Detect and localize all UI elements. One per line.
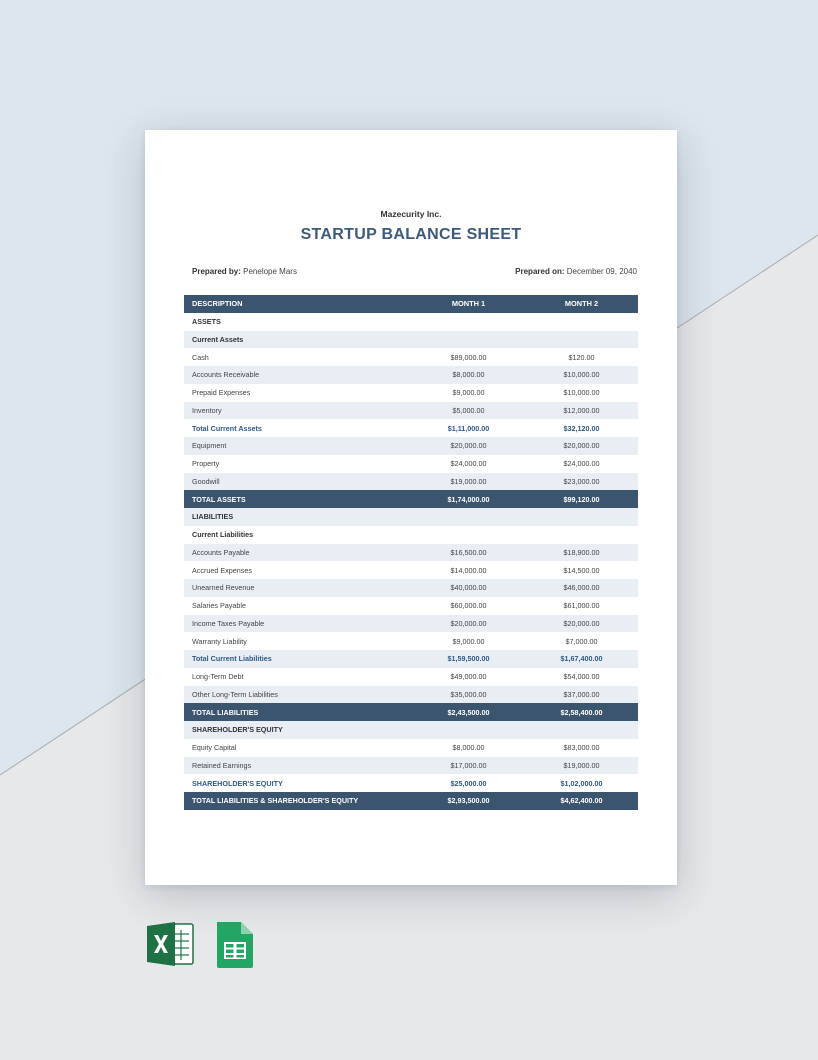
table-total-row <box>184 490 638 508</box>
row-description: Warranty Liability <box>184 632 412 650</box>
row-month-2: $4,62,400.00 <box>525 792 638 810</box>
row-month-1: $35,000.00 <box>412 686 525 704</box>
row-month-2: $120.00 <box>525 348 638 366</box>
prepared-on-value: December 09, 2040 <box>566 267 637 276</box>
table-subsection-row <box>184 526 638 544</box>
row-month-1: $17,000.00 <box>412 757 525 775</box>
row-description: Cash <box>184 348 412 366</box>
table-row <box>184 473 638 491</box>
document-title: STARTUP BALANCE SHEET <box>300 226 522 243</box>
row-month-2 <box>525 526 638 544</box>
row-month-2: $1,02,000.00 <box>525 774 638 792</box>
header-description: DESCRIPTION <box>184 295 412 313</box>
row-month-2: $10,000.00 <box>525 384 638 402</box>
row-month-1: $2,43,500.00 <box>412 703 525 721</box>
row-month-2: $23,000.00 <box>525 473 638 491</box>
table-subtotal-row <box>184 650 638 668</box>
row-month-2: $46,000.00 <box>525 579 638 597</box>
row-month-1: $25,000.00 <box>412 774 525 792</box>
row-month-1: $16,500.00 <box>412 544 525 562</box>
row-description: Total Current Liabilities <box>184 650 412 668</box>
row-description: SHAREHOLDER'S EQUITY <box>184 774 412 792</box>
table-total-row <box>184 792 638 810</box>
row-description: LIABILITIES <box>184 508 412 526</box>
row-month-1: $40,000.00 <box>412 579 525 597</box>
row-month-2 <box>525 721 638 739</box>
row-month-2: $83,000.00 <box>525 739 638 757</box>
row-month-1: $8,000.00 <box>412 366 525 384</box>
table-row <box>184 739 638 757</box>
row-month-2 <box>525 331 638 349</box>
row-description: Property <box>184 455 412 473</box>
row-description: ASSETS <box>184 313 412 331</box>
table-row <box>184 455 638 473</box>
table-row <box>184 348 638 366</box>
row-month-1: $5,000.00 <box>412 402 525 420</box>
row-month-1: $1,11,000.00 <box>412 419 525 437</box>
table-row <box>184 437 638 455</box>
row-month-1: $14,000.00 <box>412 561 525 579</box>
table-row <box>184 757 638 775</box>
row-month-1 <box>412 508 525 526</box>
row-month-1 <box>412 721 525 739</box>
table-row <box>184 597 638 615</box>
row-description: Equipment <box>184 437 412 455</box>
row-description: Current Assets <box>184 331 412 349</box>
table-row <box>184 632 638 650</box>
row-month-2: $10,000.00 <box>525 366 638 384</box>
row-month-2 <box>525 313 638 331</box>
balance-sheet-table <box>184 295 638 810</box>
prepared-on <box>515 267 637 276</box>
row-month-2: $54,000.00 <box>525 668 638 686</box>
table-subtotal-row <box>184 774 638 792</box>
app-icons <box>145 920 265 970</box>
row-month-1: $1,74,000.00 <box>412 490 525 508</box>
row-month-2: $20,000.00 <box>525 437 638 455</box>
table-subsection-row <box>184 331 638 349</box>
table-row <box>184 579 638 597</box>
table-row <box>184 384 638 402</box>
row-month-1: $19,000.00 <box>412 473 525 491</box>
table-section-row <box>184 721 638 739</box>
table-section-row <box>184 508 638 526</box>
row-month-2: $20,000.00 <box>525 615 638 633</box>
row-description: Total Current Assets <box>184 419 412 437</box>
row-month-1: $9,000.00 <box>412 632 525 650</box>
row-month-1 <box>412 331 525 349</box>
row-description: TOTAL ASSETS <box>184 490 412 508</box>
row-month-1: $49,000.00 <box>412 668 525 686</box>
table-row <box>184 402 638 420</box>
row-description: Salaries Payable <box>184 597 412 615</box>
row-month-2 <box>525 508 638 526</box>
row-description: Accrued Expenses <box>184 561 412 579</box>
table-section-row <box>184 313 638 331</box>
row-description: Other Long-Term Liabilities <box>184 686 412 704</box>
row-month-2: $18,900.00 <box>525 544 638 562</box>
row-month-1 <box>412 526 525 544</box>
row-description: Equity Capital <box>184 739 412 757</box>
row-month-2: $37,000.00 <box>525 686 638 704</box>
row-month-2: $24,000.00 <box>525 455 638 473</box>
row-month-2: $61,000.00 <box>525 597 638 615</box>
excel-icon <box>145 920 197 968</box>
row-month-2: $12,000.00 <box>525 402 638 420</box>
row-description: Accounts Payable <box>184 544 412 562</box>
row-month-1: $2,93,500.00 <box>412 792 525 810</box>
company-name: Mazecurity Inc. <box>380 209 442 219</box>
row-description: TOTAL LIABILITIES & SHAREHOLDER'S EQUITY <box>184 792 412 810</box>
row-month-1: $89,000.00 <box>412 348 525 366</box>
row-description: TOTAL LIABILITIES <box>184 703 412 721</box>
table-row <box>184 686 638 704</box>
table-row <box>184 544 638 562</box>
table-total-row <box>184 703 638 721</box>
row-description: Inventory <box>184 402 412 420</box>
row-month-2: $14,500.00 <box>525 561 638 579</box>
table-row <box>184 366 638 384</box>
row-month-1: $60,000.00 <box>412 597 525 615</box>
prepared-by-label: Prepared by: <box>192 267 241 276</box>
row-month-2: $7,000.00 <box>525 632 638 650</box>
google-sheets-icon <box>215 920 255 970</box>
row-month-2: $32,120.00 <box>525 419 638 437</box>
balance-sheet-document <box>145 130 677 885</box>
header-month-1: MONTH 1 <box>412 295 525 313</box>
row-description: Long-Term Debt <box>184 668 412 686</box>
header-month-2: MONTH 2 <box>525 295 638 313</box>
prepared-by <box>192 267 297 276</box>
row-month-2: $2,58,400.00 <box>525 703 638 721</box>
row-description: Retained Earnings <box>184 757 412 775</box>
table-body <box>184 313 638 810</box>
row-month-1: $24,000.00 <box>412 455 525 473</box>
row-month-1: $1,59,500.00 <box>412 650 525 668</box>
row-month-2: $1,67,400.00 <box>525 650 638 668</box>
row-description: Goodwill <box>184 473 412 491</box>
row-description: Current Liabilities <box>184 526 412 544</box>
table-subtotal-row <box>184 419 638 437</box>
table-header-row <box>184 295 638 313</box>
row-month-1: $20,000.00 <box>412 437 525 455</box>
table-row <box>184 615 638 633</box>
row-description: Prepaid Expenses <box>184 384 412 402</box>
table-row <box>184 561 638 579</box>
row-description: Accounts Receivable <box>184 366 412 384</box>
row-description: SHAREHOLDER'S EQUITY <box>184 721 412 739</box>
row-month-1: $9,000.00 <box>412 384 525 402</box>
prepared-on-label: Prepared on: <box>515 267 565 276</box>
table-row <box>184 668 638 686</box>
row-month-1: $20,000.00 <box>412 615 525 633</box>
row-month-2: $99,120.00 <box>525 490 638 508</box>
row-description: Income Taxes Payable <box>184 615 412 633</box>
row-description: Unearned Revenue <box>184 579 412 597</box>
row-month-1 <box>412 313 525 331</box>
prepared-by-value: Penelope Mars <box>243 267 297 276</box>
row-month-1: $8,000.00 <box>412 739 525 757</box>
row-month-2: $19,000.00 <box>525 757 638 775</box>
